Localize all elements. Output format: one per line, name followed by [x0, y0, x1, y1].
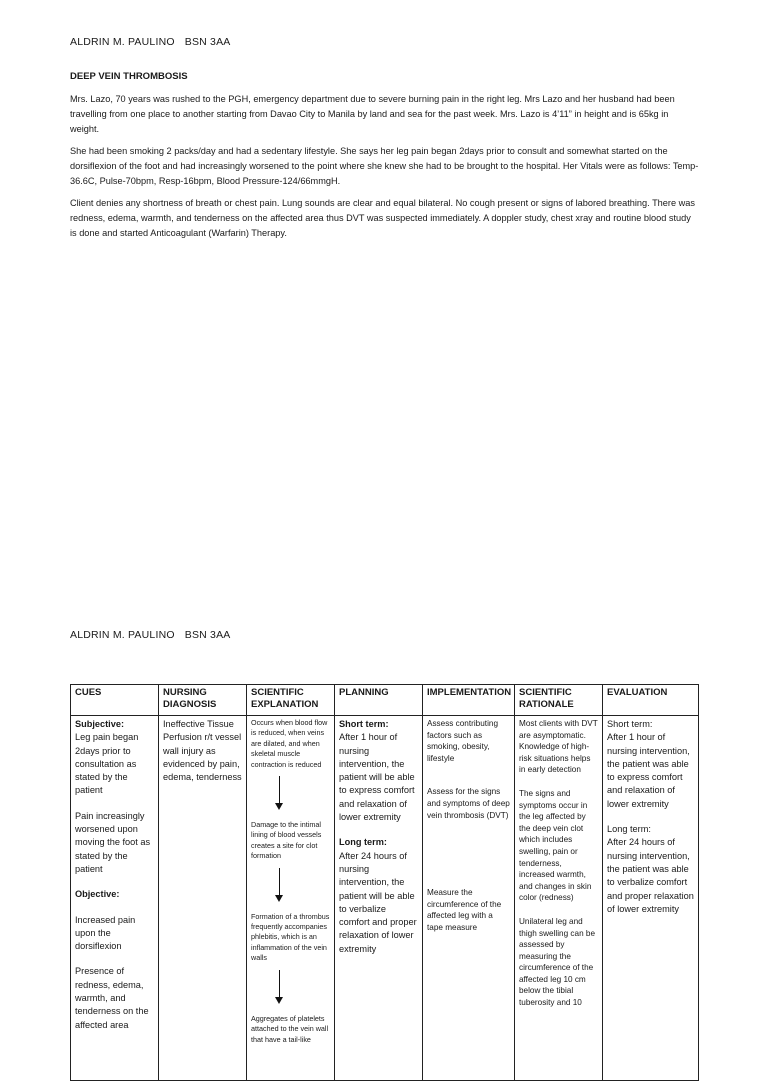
- column-header-scientific-rationale: SCIENTIFIC RATIONALE: [515, 685, 603, 716]
- intervention: Measure the circumference of the affected leg with a tape measure: [427, 888, 502, 932]
- author-name: ALDRIN M. PAULINO: [70, 36, 175, 48]
- diagnosis-cell: [159, 716, 247, 1081]
- rationale: Most clients with DVT are asymptomatic. Knowledge of high-risk situations helps in early detection: [519, 719, 598, 775]
- author-section: BSN 3AA: [184, 36, 231, 48]
- column-header-implementation: IMPLEMENTATION: [423, 685, 515, 716]
- rationale-cell: [515, 716, 603, 1081]
- subjective-cue: Pain increasingly worsened upon moving the foot as stated by the patient: [75, 810, 151, 874]
- page-header-second: [70, 629, 231, 641]
- long-term-goal: After 24 hours of nursing intervention, the patient will be able to verbalize comfort and proper relaxation of lower extremity: [339, 850, 417, 954]
- column-header-scientific-explanation: SCIENTIFIC EXPLANATION: [247, 685, 335, 716]
- short-term-label: Short term:: [339, 719, 389, 729]
- author-section: BSN 3AA: [184, 629, 231, 641]
- author-name: ALDRIN M. PAULINO: [70, 629, 175, 641]
- document-title: DEEP VEIN THROMBOSIS: [70, 71, 188, 82]
- intervention: Assess contributing factors such as smoking, obesity, lifestyle: [427, 719, 498, 763]
- explanation-step: Occurs when blood flow is reduced, when veins are dilated, and when skeletal muscle contraction is reduced: [251, 718, 328, 769]
- explanation-step: Damage to the intimal lining of blood vessels creates a site for clot formation: [251, 820, 322, 861]
- short-term-evaluation: After 1 hour of nursing intervention, the patient was able to express comfort and relaxation of lower extremity: [607, 732, 690, 809]
- column-header-nursing-diagnosis: NURSING DIAGNOSIS: [159, 685, 247, 716]
- long-term-evaluation: After 24 hours of nursing intervention, the patient was able to verbalize comfort and proper relaxation of lower extremity: [607, 837, 694, 914]
- down-arrow-icon: [251, 776, 330, 812]
- implementation-cell: [423, 716, 515, 1081]
- column-header-planning: PLANNING: [335, 685, 423, 716]
- rationale: Unilateral leg and thigh swelling can be assessed by measuring the circumference of the affected leg 10 cm below the tibial tuberosity and 10: [519, 916, 596, 1008]
- explanation-step: Formation of a thrombus frequently accompanies phlebitis, which is an inflammation of the vein walls: [251, 911, 330, 963]
- column-header-cues: CUES: [71, 685, 159, 716]
- cues-cell: [71, 716, 159, 1081]
- explanation-cell: [247, 716, 335, 1081]
- nursing-care-plan-table: [70, 684, 699, 1081]
- short-term-label: Short term:: [607, 719, 653, 729]
- intervention: Assess for the signs and symptoms of deep vein thrombosis (DVT): [427, 787, 510, 820]
- down-arrow-icon: [251, 970, 330, 1006]
- long-term-label: Long term:: [339, 837, 387, 848]
- case-narrative: [70, 92, 700, 248]
- table-row: [71, 716, 699, 1081]
- subjective-cue: Leg pain began 2days prior to consultation as stated by the patient: [75, 732, 139, 796]
- paragraph: Mrs. Lazo, 70 years was rushed to the PGH, emergency department due to severe burning pain in the right leg. Mrs Lazo and her husband had been travelling from one place to another starting from Davao City to Manila by land and sea for the past week. Mrs. Lazo is 4’11” in height and is 65kg in weight.: [70, 94, 675, 134]
- evaluation-cell: [603, 716, 699, 1081]
- rationale: The signs and symptoms occur in the leg affected by the deep vein clot which includes swelling, pain or tenderness, increased warmth, and changes in skin color (redness): [519, 788, 592, 903]
- column-header-evaluation: EVALUATION: [603, 685, 699, 716]
- objective-label: Objective:: [75, 889, 120, 900]
- planning-cell: [335, 716, 423, 1081]
- long-term-label: Long term:: [607, 824, 651, 835]
- page-header-top: [70, 36, 231, 48]
- subjective-label: Subjective:: [75, 719, 125, 729]
- paragraph: Client denies any shortness of breath or chest pain. Lung sounds are clear and equal bilateral. No cough present or signs of labored breathing. There was redness, edema, warmth, and tenderness on the affected area thus DVT was suspected immediately. A doppler study, chest xray and routine blood study is done and started Anticoagulant (Warfarin) Therapy.: [70, 198, 695, 238]
- objective-cue: Increased pain upon the dorsiflexion: [75, 914, 136, 952]
- explanation-step: Aggregates of platelets attached to the vein wall that have a tail-like: [251, 1013, 329, 1044]
- down-arrow-icon: [251, 868, 330, 904]
- nursing-diagnosis-text: Ineffective Tissue Perfusion r/t vessel wall injury as evidenced by pain, edema, tenderness: [163, 719, 242, 783]
- paragraph: She had been smoking 2 packs/day and had a sedentary lifestyle. She says her leg pain began 2days prior to consult and somewhat started on the dorsiflexion of the foot and had increasingly worsened to the point where she knew she had to be brought to the hospital. Her Vitals were as follows: Temp-36.6C, Pulse-70bpm, Resp-16bpm, Blood Pressure-124/66mmgH.: [70, 146, 699, 186]
- table-header-row: [71, 685, 699, 716]
- objective-cue: Presence of redness, edema, warmth, and tenderness on the affected area: [75, 966, 149, 1030]
- short-term-goal: After 1 hour of nursing intervention, the patient will be able to express comfort and relaxation of lower extremity: [339, 732, 415, 823]
